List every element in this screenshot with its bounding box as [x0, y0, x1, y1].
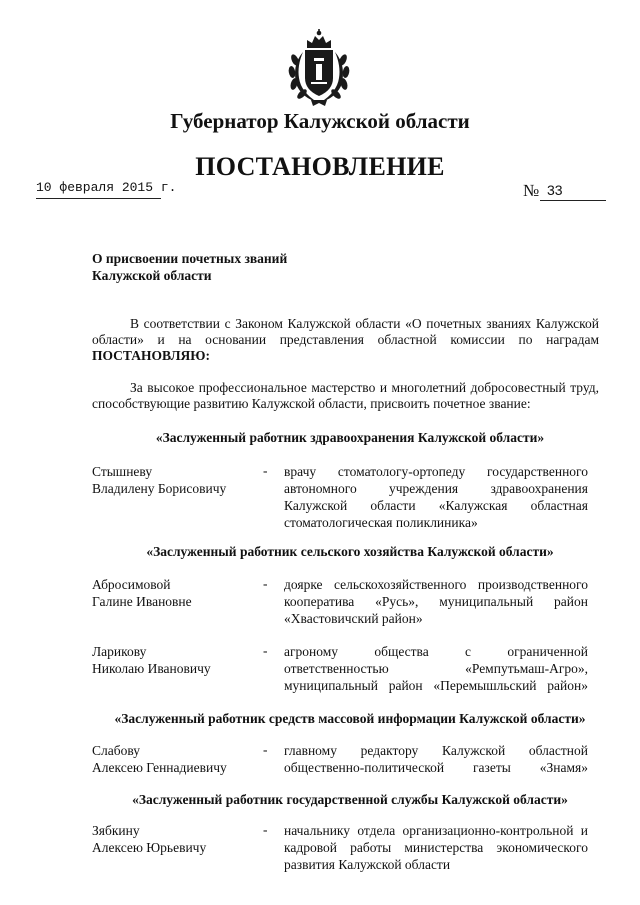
awardee-position: начальнику отдела организационно-контрольной и кадровой работы министерства экономического развития Калужской области: [284, 823, 588, 872]
subject-line-1: О присвоении почетных званий: [92, 251, 288, 266]
award-title-healthcare: «Заслуженный работник здравоохранения Калужской области»: [155, 430, 545, 445]
document-number: 33: [547, 182, 563, 198]
preamble-emphasis: ПОСТАНОВЛЯЮ:: [92, 348, 210, 363]
issuing-authority: Губернатор Калужской области: [170, 109, 470, 133]
awardee-name: [92, 463, 262, 497]
award-title-agriculture: «Заслуженный работник сельского хозяйства Калужской области»: [146, 544, 554, 559]
awardee-given-names: Алексею Юрьевичу: [92, 840, 207, 855]
awardee-surname: Зябкину: [92, 823, 140, 838]
awardee-name: [92, 822, 262, 856]
awardee-position: главному редактору Калужской областной общественно-политической газеты «Знамя»: [284, 743, 588, 775]
date-underline: [36, 198, 161, 199]
awardee-position: врачу стоматологу-ортопеду государственного автономного учреждения здравоохранения Калужской области «Калужская областная стоматологическая поликлиника»: [284, 464, 588, 530]
preamble-text: В соответствии с Законом Калужской области «О почетных званиях Калужской области» и на основании представления областной комиссии по наградам: [92, 316, 599, 347]
awardee-given-names: Николаю Ивановичу: [92, 661, 211, 676]
awardee-position: доярке сельскохозяйственного производственного кооператива «Русь», муниципальный район «Хвастовичский район»: [284, 577, 588, 626]
awardee-surname: Стышневу: [92, 464, 153, 479]
awardee-surname: Ларикову: [92, 644, 147, 659]
awardee-name: [92, 742, 262, 776]
document-type-title: ПОСТАНОВЛЕНИЕ: [195, 152, 445, 181]
award-title-mass-media: «Заслуженный работник средств массовой информации Калужской области»: [114, 711, 586, 726]
award-title-civil-service: «Заслуженный работник государственной службы Калужской области»: [132, 792, 568, 807]
preamble-paragraph: [92, 316, 599, 364]
awardee-surname: Слабову: [92, 743, 141, 758]
list-dash: -: [263, 643, 268, 658]
document-subject: [92, 250, 392, 284]
list-dash: -: [263, 463, 268, 478]
awardee-given-names: Алексею Геннадиевичу: [92, 760, 227, 775]
awardee-name: [92, 643, 262, 677]
list-dash: -: [263, 742, 268, 757]
intro-paragraph: За высокое профессиональное мастерство и многолетний добросовестный труд, способствующие развитию Калужской области, присвоить почетное звание:: [92, 380, 599, 411]
number-sign: №: [523, 181, 540, 200]
list-dash: -: [263, 822, 268, 837]
number-underline: [540, 200, 606, 201]
document-date: 10 февраля 2015 г.: [36, 180, 177, 195]
awardee-given-names: Владилену Борисовичу: [92, 481, 227, 496]
kaluga-coat-of-arms-icon: [281, 28, 357, 108]
subject-line-2: Калужской области: [92, 268, 212, 283]
awardee-name: [92, 576, 262, 610]
awardee-position: агроному общества с ограниченной ответственностью «Ремпутьмаш-Агро», муниципальный район «Перемышльский район»: [284, 644, 588, 693]
awardee-given-names: Галине Ивановне: [92, 594, 192, 609]
list-dash: -: [263, 576, 268, 591]
awardee-surname: Абросимовой: [92, 577, 171, 592]
